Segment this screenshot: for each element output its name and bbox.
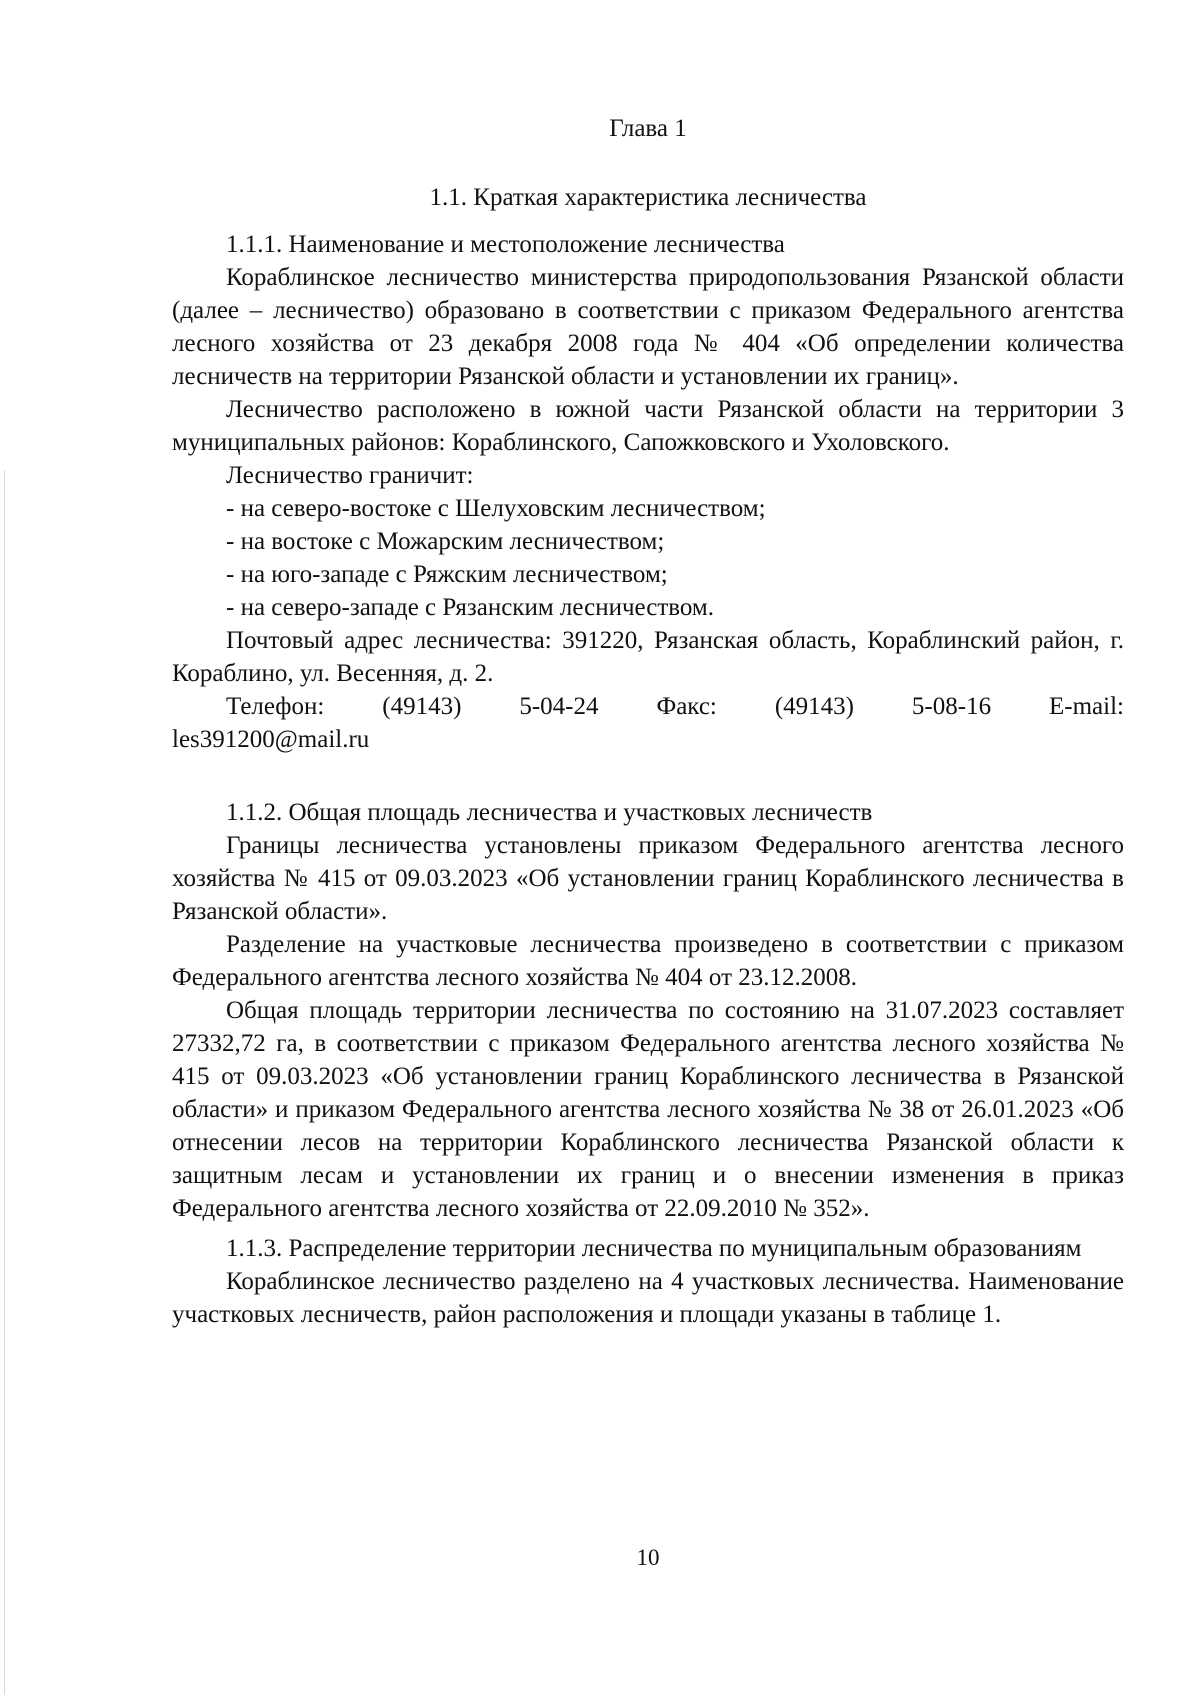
border-item: - на северо-востоке с Шелуховским лесничеством; [226, 495, 766, 522]
email-address: les391200@mail.ru [172, 726, 370, 753]
paragraph-forestry-formation: Кораблинское лесничество министерства природопользования Рязанской области (далее – лесничество) образовано в соответствии с приказом Федерального агентства лесного хозяйства от 23 декабря 2008 года № 404 «Об определении количества лесничеств на территории Рязанской области и установлении их границ». [172, 264, 1124, 390]
scan-edge-line [4, 470, 5, 1695]
paragraph-borders-intro: Лесничество граничит: [226, 462, 474, 489]
section-1-1-2 [172, 796, 1124, 1225]
subsection-heading-1-1-1: 1.1.1. Наименование и местоположение лесничества [226, 231, 785, 258]
paragraph-total-area: Общая площадь территории лесничества по состоянию на 31.07.2023 составляет 27332,72 га, в соответствии с приказом Федерального агентства лесного хозяйства № 415 от 09.03.2023 «Об установлении границ Кораблинского лесничества в Рязанской области» и приказом Федерального агентства лесного хозяйства № 38 от 26.01.2023 «Об отнесении лесов на территории Кораблинского лесничества Рязанской области к защитным лесам и установлении их границ и о внесении изменения в приказ Федерального агентства лесного хозяйства от 22.09.2010 № 352». [172, 997, 1124, 1222]
paragraph-borders-order: Границы лесничества установлены приказом Федерального агентства лесного хозяйства № 415 от 09.03.2023 «Об установлении границ Кораблинского лесничества в Рязанской области». [172, 832, 1124, 925]
chapter-heading: Глава 1 [609, 115, 687, 142]
paragraph-forestry-location: Лесничество расположено в южной части Рязанской области на территории 3 муниципальных районов: Кораблинского, Сапожковского и Ухоловского. [172, 396, 1124, 456]
document-page [172, 0, 1124, 1695]
section-1-1-3 [172, 1232, 1124, 1331]
subsection-heading-1-1-3: 1.1.3. Распределение территории лесничества по муниципальным образованиям [226, 1235, 1082, 1262]
border-item: - на востоке с Можарским лесничеством; [226, 528, 665, 555]
border-item: - на северо-западе с Рязанским лесничеством. [226, 594, 714, 621]
paragraph-division: Разделение на участковые лесничества произведено в соответствии с приказом Федерального агентства лесного хозяйства № 404 от 23.12.2008. [172, 931, 1124, 991]
section-1-1-1 [172, 228, 1124, 756]
page-number: 10 [636, 1545, 660, 1570]
paragraph-postal-address: Почтовый адрес лесничества: 391220, Рязанская область, Кораблинский район, г. Кораблино, ул. Весенняя, д. 2. [172, 627, 1124, 687]
section-title: 1.1. Краткая характеристика лесничества [429, 184, 867, 211]
border-item: - на юго-западе с Ряжским лесничеством; [226, 561, 668, 588]
paragraph-division-count: Кораблинское лесничество разделено на 4 участковых лесничества. Наименование участковых лесничеств, район расположения и площади указаны в таблице 1. [172, 1268, 1124, 1328]
subsection-heading-1-1-2: 1.1.2. Общая площадь лесничества и участковых лесничеств [226, 799, 873, 826]
paragraph-contacts: Телефон: (49143) 5-04-24 Факс: (49143) 5-08-16 E-mail: [226, 693, 1124, 720]
